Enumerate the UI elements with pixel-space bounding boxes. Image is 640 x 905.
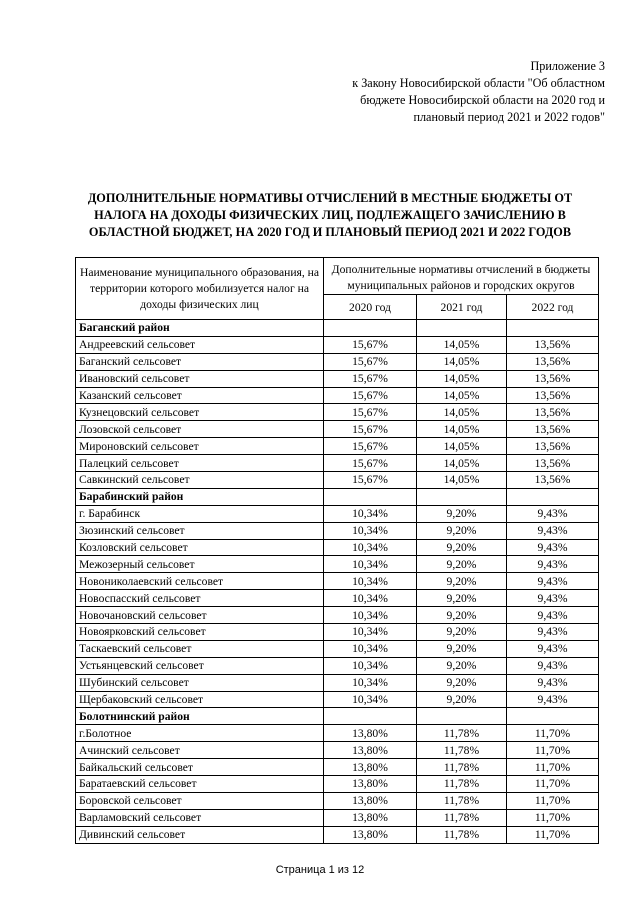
value-2022: 11,70% xyxy=(507,826,599,843)
value-2022: 9,43% xyxy=(507,573,599,590)
value-2022: 11,70% xyxy=(507,776,599,793)
value-2022: 11,70% xyxy=(507,792,599,809)
header-year-2022: 2022 год xyxy=(507,295,599,320)
table-row xyxy=(76,336,599,353)
municipality-name: Савкинский сельсовет xyxy=(76,472,324,489)
table-row xyxy=(76,809,599,826)
table-row xyxy=(76,826,599,843)
municipality-name: Варламовский сельсовет xyxy=(76,809,324,826)
value-2020: 15,67% xyxy=(324,438,417,455)
title-line: ДОПОЛНИТЕЛЬНЫЕ НОРМАТИВЫ ОТЧИСЛЕНИЙ В МЕСТНЫЕ БЮДЖЕТЫ ОТ xyxy=(87,191,573,205)
table-row xyxy=(76,725,599,742)
header-municipality: Наименование муниципального образования, на территории которого мобилизуется налог на доходы физических лиц xyxy=(76,258,324,320)
value-2020: 10,34% xyxy=(324,691,417,708)
value-2021: 11,78% xyxy=(417,826,507,843)
table-row xyxy=(76,353,599,370)
table-row xyxy=(76,421,599,438)
value-2020: 15,67% xyxy=(324,404,417,421)
value-2021: 9,20% xyxy=(417,573,507,590)
municipality-name: Баратаевский сельсовет xyxy=(76,776,324,793)
value-2020: 13,80% xyxy=(324,759,417,776)
municipality-name: Лозовской сельсовет xyxy=(76,421,324,438)
value-2021: 14,05% xyxy=(417,455,507,472)
table-row xyxy=(76,505,599,522)
municipality-name: Новоярковский сельсовет xyxy=(76,624,324,641)
value-2022: 11,70% xyxy=(507,759,599,776)
table-row xyxy=(76,387,599,404)
appendix-line: Приложение 3 xyxy=(530,59,605,73)
value-2020: 15,67% xyxy=(324,336,417,353)
empty-cell xyxy=(324,320,417,337)
header-year-2021: 2021 год xyxy=(417,295,507,320)
table-row xyxy=(76,539,599,556)
title-line: НАЛОГА НА ДОХОДЫ ФИЗИЧЕСКИХ ЛИЦ, ПОДЛЕЖАЩЕГО ЗАЧИСЛЕНИЮ В xyxy=(94,208,566,222)
municipality-name: Устьянцевский сельсовет xyxy=(76,657,324,674)
district-row xyxy=(76,708,599,725)
value-2022: 13,56% xyxy=(507,421,599,438)
district-name: Болотнинский район xyxy=(76,708,324,725)
municipality-name: Кузнецовский сельсовет xyxy=(76,404,324,421)
value-2022: 11,70% xyxy=(507,725,599,742)
value-2021: 9,20% xyxy=(417,657,507,674)
value-2022: 9,43% xyxy=(507,539,599,556)
value-2020: 10,34% xyxy=(324,657,417,674)
value-2022: 9,43% xyxy=(507,657,599,674)
table-row xyxy=(76,742,599,759)
value-2022: 9,43% xyxy=(507,624,599,641)
value-2022: 13,56% xyxy=(507,455,599,472)
value-2020: 15,67% xyxy=(324,421,417,438)
table-row xyxy=(76,455,599,472)
value-2022: 9,43% xyxy=(507,607,599,624)
header-year-2020: 2020 год xyxy=(324,295,417,320)
value-2021: 14,05% xyxy=(417,421,507,438)
value-2021: 9,20% xyxy=(417,674,507,691)
table-row xyxy=(76,759,599,776)
district-name: Барабинский район xyxy=(76,488,324,505)
value-2020: 13,80% xyxy=(324,809,417,826)
municipality-name: Ачинский сельсовет xyxy=(76,742,324,759)
value-2020: 13,80% xyxy=(324,776,417,793)
table-row xyxy=(76,438,599,455)
empty-cell xyxy=(324,708,417,725)
table-header xyxy=(76,258,599,320)
value-2021: 11,78% xyxy=(417,742,507,759)
empty-cell xyxy=(324,488,417,505)
value-2021: 9,20% xyxy=(417,556,507,573)
document-title xyxy=(60,190,600,241)
appendix-line: плановый период 2021 и 2022 годов" xyxy=(413,110,605,124)
value-2020: 10,34% xyxy=(324,505,417,522)
value-2020: 15,67% xyxy=(324,370,417,387)
empty-cell xyxy=(507,320,599,337)
municipality-name: г. Барабинск xyxy=(76,505,324,522)
value-2022: 13,56% xyxy=(507,438,599,455)
page-footer: Страница 1 из 12 xyxy=(275,864,365,876)
municipality-name: Боровской сельсовет xyxy=(76,792,324,809)
value-2020: 10,34% xyxy=(324,590,417,607)
value-2022: 13,56% xyxy=(507,336,599,353)
value-2021: 14,05% xyxy=(417,438,507,455)
municipality-name: Новониколаевский сельсовет xyxy=(76,573,324,590)
title-line: ОБЛАСТНОЙ БЮДЖЕТ, НА 2020 ГОД И ПЛАНОВЫЙ ПЕРИОД 2021 И 2022 ГОДОВ xyxy=(88,225,572,239)
value-2021: 14,05% xyxy=(417,404,507,421)
value-2020: 15,67% xyxy=(324,455,417,472)
value-2020: 10,34% xyxy=(324,573,417,590)
value-2021: 14,05% xyxy=(417,336,507,353)
value-2020: 10,34% xyxy=(324,522,417,539)
value-2020: 13,80% xyxy=(324,742,417,759)
value-2021: 9,20% xyxy=(417,590,507,607)
value-2022: 13,56% xyxy=(507,404,599,421)
value-2022: 9,43% xyxy=(507,674,599,691)
value-2022: 13,56% xyxy=(507,353,599,370)
value-2022: 9,43% xyxy=(507,590,599,607)
value-2022: 13,56% xyxy=(507,370,599,387)
empty-cell xyxy=(417,708,507,725)
table-row xyxy=(76,404,599,421)
value-2020: 10,34% xyxy=(324,674,417,691)
municipality-name: Дивинский сельсовет xyxy=(76,826,324,843)
value-2022: 13,56% xyxy=(507,472,599,489)
header-norms-group: Дополнительные нормативы отчислений в бюджеты муниципальных районов и городских округов xyxy=(324,258,599,295)
municipality-name: Зюзинский сельсовет xyxy=(76,522,324,539)
value-2020: 10,34% xyxy=(324,607,417,624)
municipality-name: Мироновский сельсовет xyxy=(76,438,324,455)
value-2021: 9,20% xyxy=(417,624,507,641)
value-2022: 9,43% xyxy=(507,691,599,708)
table-row xyxy=(76,556,599,573)
municipality-name: Байкальский сельсовет xyxy=(76,759,324,776)
table-row xyxy=(76,674,599,691)
municipality-name: Андреевский сельсовет xyxy=(76,336,324,353)
municipality-name: г.Болотное xyxy=(76,725,324,742)
table-row xyxy=(76,573,599,590)
value-2022: 13,56% xyxy=(507,387,599,404)
table-row xyxy=(76,657,599,674)
value-2021: 14,05% xyxy=(417,472,507,489)
appendix-header xyxy=(305,58,605,126)
municipality-name: Щербаковский сельсовет xyxy=(76,691,324,708)
table-row xyxy=(76,776,599,793)
table-row xyxy=(76,624,599,641)
value-2021: 14,05% xyxy=(417,353,507,370)
value-2021: 11,78% xyxy=(417,759,507,776)
municipality-name: Новоспасский сельсовет xyxy=(76,590,324,607)
district-row xyxy=(76,320,599,337)
value-2022: 9,43% xyxy=(507,522,599,539)
table-row xyxy=(76,607,599,624)
district-name: Баганский район xyxy=(76,320,324,337)
empty-cell xyxy=(417,488,507,505)
value-2022: 9,43% xyxy=(507,505,599,522)
value-2020: 10,34% xyxy=(324,640,417,657)
value-2020: 13,80% xyxy=(324,725,417,742)
municipality-name: Новочановский сельсовет xyxy=(76,607,324,624)
table-row xyxy=(76,792,599,809)
value-2020: 15,67% xyxy=(324,353,417,370)
table-row xyxy=(76,590,599,607)
table-row xyxy=(76,640,599,657)
municipality-name: Казанский сельсовет xyxy=(76,387,324,404)
empty-cell xyxy=(417,320,507,337)
municipality-name: Шубинский сельсовет xyxy=(76,674,324,691)
value-2021: 9,20% xyxy=(417,522,507,539)
value-2021: 14,05% xyxy=(417,370,507,387)
value-2021: 14,05% xyxy=(417,387,507,404)
appendix-line: бюджете Новосибирской области на 2020 год и xyxy=(360,93,605,107)
value-2020: 10,34% xyxy=(324,624,417,641)
value-2020: 15,67% xyxy=(324,472,417,489)
value-2022: 11,70% xyxy=(507,809,599,826)
value-2021: 11,78% xyxy=(417,809,507,826)
value-2022: 9,43% xyxy=(507,556,599,573)
table-row xyxy=(76,370,599,387)
table-row xyxy=(76,522,599,539)
value-2022: 11,70% xyxy=(507,742,599,759)
appendix-line: к Закону Новосибирской области "Об областном xyxy=(352,76,605,90)
value-2020: 10,34% xyxy=(324,556,417,573)
district-row xyxy=(76,488,599,505)
value-2021: 9,20% xyxy=(417,607,507,624)
municipality-name: Ивановский сельсовет xyxy=(76,370,324,387)
table-body xyxy=(76,320,599,844)
value-2021: 11,78% xyxy=(417,792,507,809)
value-2021: 9,20% xyxy=(417,691,507,708)
value-2021: 11,78% xyxy=(417,776,507,793)
value-2021: 9,20% xyxy=(417,505,507,522)
value-2021: 9,20% xyxy=(417,539,507,556)
table-row xyxy=(76,691,599,708)
municipality-name: Палецкий сельсовет xyxy=(76,455,324,472)
norms-table xyxy=(75,257,599,844)
empty-cell xyxy=(507,708,599,725)
value-2020: 10,34% xyxy=(324,539,417,556)
value-2022: 9,43% xyxy=(507,640,599,657)
municipality-name: Баганский сельсовет xyxy=(76,353,324,370)
municipality-name: Козловский сельсовет xyxy=(76,539,324,556)
value-2020: 13,80% xyxy=(324,826,417,843)
municipality-name: Таскаевский сельсовет xyxy=(76,640,324,657)
value-2021: 11,78% xyxy=(417,725,507,742)
table-row xyxy=(76,472,599,489)
value-2021: 9,20% xyxy=(417,640,507,657)
empty-cell xyxy=(507,488,599,505)
municipality-name: Межозерный сельсовет xyxy=(76,556,324,573)
value-2020: 15,67% xyxy=(324,387,417,404)
value-2020: 13,80% xyxy=(324,792,417,809)
